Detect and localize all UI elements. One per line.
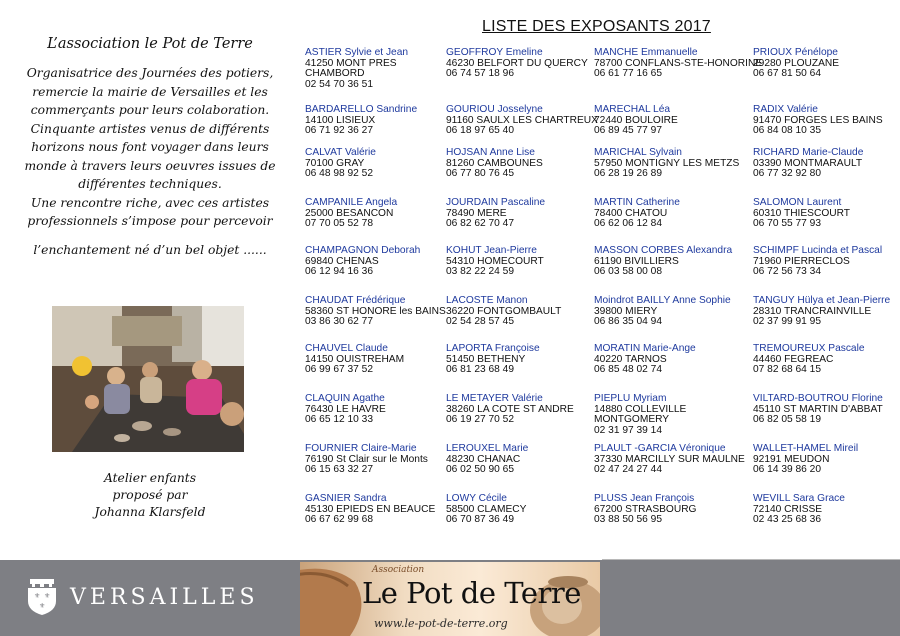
exhibitor-entry <box>594 105 678 137</box>
exhibitor-phone: 06 74 57 18 96 <box>446 68 514 79</box>
exhibitor-entry <box>753 296 890 328</box>
exhibitor-entry <box>753 198 850 230</box>
exhibitor-name: PRIOUX Pénélope <box>753 47 838 58</box>
exhibitor-phone: 06 84 08 10 35 <box>753 125 821 136</box>
exhibitor-address: 72140 CRISSE <box>753 503 823 515</box>
exhibitor-address: 45130 EPIEDS EN BEAUCE <box>305 503 436 515</box>
exhibitor-address: 46230 BELFORT DU QUERCY <box>446 57 588 69</box>
exhibitor-phone: 06 82 05 58 19 <box>753 414 821 425</box>
exhibitor-entry <box>753 48 839 80</box>
exhibitor-address: 29280 PLOUZANE <box>753 57 840 69</box>
association-title: L’association le Pot de Terre <box>47 36 253 52</box>
exhibitor-phone: 06 70 55 77 93 <box>753 218 821 229</box>
exhibitor-phone: 06 18 97 65 40 <box>446 125 514 136</box>
banner-title: Le Pot de Terre <box>362 576 581 610</box>
exhibitor-name: MARTIN Catherine <box>594 197 680 208</box>
exhibitor-phone: 02 54 70 36 51 <box>305 78 373 90</box>
exhibitor-name: PIEPLU Myriam <box>594 393 667 404</box>
exhibitor-address: 41250 MONT PRES <box>305 57 397 69</box>
exhibitor-entry <box>446 296 561 328</box>
exhibitor-phone: 06 19 27 70 52 <box>446 414 514 425</box>
exhibitor-name: LE METAYER Valérie <box>446 393 543 404</box>
exhibitor-entry <box>594 246 732 278</box>
intro-line: Organisatrice des Journées des potiers, <box>26 66 274 80</box>
exhibitor-address: 69840 CHENAS <box>305 255 379 267</box>
left-panel <box>0 0 300 560</box>
exhibitor-name: VILTARD-BOUTROU Florine <box>753 393 883 404</box>
exhibitor-name: WEVILL Sara Grace <box>753 493 845 504</box>
exhibitor-entry <box>594 198 680 230</box>
exhibitor-entry <box>446 444 528 476</box>
exhibitor-name: TANGUY Hülya et Jean-Pierre <box>753 295 891 306</box>
exhibitor-phone: 06 62 06 12 84 <box>594 218 662 229</box>
exhibitor-name: CHAUVEL Claude <box>305 343 388 354</box>
exhibitor-entry <box>446 494 526 526</box>
footer-divider <box>602 559 900 560</box>
exhibitor-phone: 03 86 30 62 77 <box>305 316 373 327</box>
exhibitor-entry <box>594 148 739 180</box>
exhibitor-address: 38260 LA COTE ST ANDRE <box>446 403 574 415</box>
exhibitor-address: 36220 FONTGOMBAULT <box>446 305 562 317</box>
exhibitor-phone: 06 65 12 10 33 <box>305 414 373 425</box>
exhibitor-address: 58360 ST HONORE les BAINS <box>305 305 446 317</box>
exhibitor-address: 91470 FORGES LES BAINS <box>753 114 883 126</box>
exhibitor-address: 28310 TRANCRAINVILLE <box>753 305 872 317</box>
exhibitor-address: 14100 LISIEUX <box>305 114 376 126</box>
exhibitor-name: GOURIOU Josselyne <box>446 104 543 115</box>
versailles-crest-icon <box>26 579 58 615</box>
exhibitor-entry <box>753 148 863 180</box>
exhibitor-phone: 06 12 94 16 36 <box>305 266 373 277</box>
exhibitor-address: 72440 BOULOIRE <box>594 114 678 126</box>
exhibitor-address: 78400 CHATOU <box>594 207 668 219</box>
exhibitor-phone: 06 48 98 92 52 <box>305 168 373 179</box>
exhibitor-phone: 06 77 32 92 80 <box>753 168 821 179</box>
exhibitor-entry <box>305 444 428 476</box>
exhibitor-address: 45110 ST MARTIN D'ABBAT <box>753 403 883 415</box>
exhibitor-address: 78700 CONFLANS-STE-HONORINE <box>594 57 763 69</box>
exhibitor-phone: 06 28 19 26 89 <box>594 168 662 179</box>
exhibitor-name: RADIX Valérie <box>753 104 818 115</box>
exhibitor-entry <box>305 198 397 230</box>
exhibitor-phone: 06 85 48 02 74 <box>594 364 662 375</box>
exhibitor-entry <box>753 444 858 476</box>
exhibitor-name: KOHUT Jean-Pierre <box>446 245 537 256</box>
exhibitor-entry <box>753 494 845 526</box>
exhibitor-name: MARICHAL Sylvain <box>594 147 682 158</box>
versailles-logo <box>26 577 259 617</box>
exhibitor-phone: 02 54 28 57 45 <box>446 316 514 327</box>
exhibitors-list-title: LISTE DES EXPOSANTS 2017 <box>482 18 711 35</box>
exhibitor-address: 25000 BESANCON <box>305 207 394 219</box>
exhibitor-phone: 06 14 39 86 20 <box>753 464 821 475</box>
exhibitor-address: 81260 CAMBOUNES <box>446 157 543 169</box>
exhibitor-name: RICHARD Marie-Claude <box>753 147 864 158</box>
exhibitor-name: CLAQUIN Agathe <box>305 393 385 404</box>
exhibitor-phone: 06 99 67 37 52 <box>305 364 373 375</box>
intro-line: monde à travers leurs oeuvres issues de <box>24 158 276 173</box>
intro-line: commerçants pour leurs colaboration. <box>30 103 270 117</box>
exhibitor-entry <box>305 148 376 180</box>
exhibitor-phone: 02 47 24 27 44 <box>594 464 662 475</box>
exhibitor-entry <box>446 246 544 278</box>
exhibitor-address: 57950 MONTIGNY LES METZS <box>594 157 740 169</box>
exhibitor-phone: 02 31 97 39 14 <box>594 424 662 436</box>
exhibitor-phone: 06 67 81 50 64 <box>753 68 821 79</box>
exhibitor-entry <box>753 246 882 278</box>
svg-text:⚜: ⚜ <box>39 602 46 610</box>
exhibitor-phone: 06 82 62 70 47 <box>446 218 514 229</box>
exhibitor-entry <box>594 494 696 526</box>
exhibitor-phone: 02 43 25 68 36 <box>753 514 821 525</box>
pot-left-icon <box>300 562 370 636</box>
exhibitor-phone: 07 70 05 52 78 <box>305 218 373 229</box>
exhibitor-entry <box>446 198 545 230</box>
exhibitor-entry <box>305 494 435 526</box>
exhibitor-name: MARECHAL Léa <box>594 104 671 115</box>
exhibitor-phone: 06 77 80 76 45 <box>446 168 514 179</box>
exhibitor-address: 76430 LE HAVRE <box>305 403 386 415</box>
exhibitor-entry <box>753 394 883 426</box>
exhibitor-name: CALVAT Valérie <box>305 147 376 158</box>
exhibitor-address: 14150 OUISTREHAM <box>305 353 405 365</box>
exhibitor-entry <box>305 344 404 376</box>
intro-text <box>14 64 286 259</box>
exhibitor-address: 70100 GRAY <box>305 157 365 169</box>
exhibitor-address: 03390 MONTMARAULT <box>753 157 863 169</box>
exhibitor-name: FOURNIER Claire-Marie <box>305 443 417 454</box>
exhibitor-entry <box>305 48 408 90</box>
exhibitor-name: WALLET-HAMEL Mireil <box>753 443 859 454</box>
exhibitor-entry <box>594 444 745 476</box>
exhibitor-phone: 06 02 50 90 65 <box>446 464 514 475</box>
pot-de-terre-banner <box>300 562 600 636</box>
exhibitor-name: PLUSS Jean François <box>594 493 695 504</box>
exhibitor-name: BARDARELLO Sandrine <box>305 104 418 115</box>
exhibitor-address: 61190 BIVILLIERS <box>594 255 679 267</box>
exhibitor-address: 67200 STRASBOURG <box>594 503 697 515</box>
svg-text:⚜: ⚜ <box>34 592 41 600</box>
exhibitor-phone: 06 86 35 04 94 <box>594 316 662 327</box>
exhibitor-address: 51450 BETHENY <box>446 353 526 365</box>
exhibitor-name: LAPORTA Françoise <box>446 343 540 354</box>
exhibitor-address: 58500 CLAMECY <box>446 503 527 515</box>
versailles-label: VERSAILLES <box>70 584 259 610</box>
banner-association-label: Association <box>372 565 425 575</box>
exhibitor-name: SALOMON Laurent <box>753 197 842 208</box>
exhibitor-name: GEOFFROY Emeline <box>446 47 543 58</box>
exhibitor-entry <box>594 394 686 436</box>
exhibitor-phone: 06 71 92 36 27 <box>305 125 373 136</box>
exhibitor-address: 60310 THIESCOURT <box>753 207 851 219</box>
exhibitor-entry <box>305 296 446 328</box>
exhibitor-entry <box>446 48 588 80</box>
exhibitor-name: Moindrot BAILLY Anne Sophie <box>594 295 731 306</box>
exhibitor-name: PLAULT -GARCIA Véronique <box>594 443 726 454</box>
exhibitor-name: MANCHE Emmanuelle <box>594 47 698 58</box>
exhibitor-address: 40220 TARNOS <box>594 353 667 365</box>
exhibitor-phone: 06 61 77 16 65 <box>594 68 662 79</box>
intro-line: Une rencontre riche, avec ces artistes <box>30 195 270 210</box>
exhibitor-entry <box>305 105 417 137</box>
exhibitor-phone: 03 88 50 56 95 <box>594 514 662 525</box>
exhibitor-entry <box>446 344 540 376</box>
exhibitor-entry <box>446 394 574 426</box>
exhibitor-name: CHAUDAT Frédérique <box>305 295 406 306</box>
exhibitor-name: LOWY Cécile <box>446 493 507 504</box>
exhibitor-address: 48230 CHANAC <box>446 453 521 465</box>
exhibitor-address: 44460 FEGREAC <box>753 353 834 365</box>
svg-text:⚜: ⚜ <box>44 592 51 600</box>
exhibitor-address: 78490 MERE <box>446 207 507 219</box>
exhibitor-name: CAMPANILE Angela <box>305 197 398 208</box>
photo-caption <box>0 470 300 521</box>
exhibitor-name: LACOSTE Manon <box>446 295 528 306</box>
exhibitor-entry <box>305 246 420 278</box>
banner-url: www.le-pot-de-terre.org <box>374 617 508 630</box>
exhibitor-entry <box>446 148 543 180</box>
exhibitor-address: 76190 St Clair sur le Monts <box>305 453 428 465</box>
exhibitor-entry <box>305 394 386 426</box>
exhibitor-entry <box>753 105 883 137</box>
exhibitor-phone: 06 03 58 00 08 <box>594 266 662 277</box>
exhibitor-name: SCHIMPF Lucinda et Pascal <box>753 245 883 256</box>
exhibitor-name: TREMOUREUX Pascale <box>753 343 865 354</box>
exhibitor-phone: 06 72 56 73 34 <box>753 266 821 277</box>
exhibitor-address: 14880 COLLEVILLE <box>594 403 687 415</box>
caption-line: Atelier enfants <box>103 471 197 485</box>
exhibitor-address: 39800 MIERY <box>594 305 658 317</box>
exhibitor-address: 37330 MARCILLY SUR MAULNE <box>594 453 745 465</box>
caption-line: proposé par <box>112 488 188 502</box>
exhibitor-phone: 03 82 22 24 59 <box>446 266 514 277</box>
exhibitor-name: MASSON CORBES Alexandra <box>594 245 733 256</box>
workshop-photo <box>52 306 244 452</box>
exhibitor-entry <box>446 105 598 137</box>
exhibitor-address: 71960 PIERRECLOS <box>753 255 850 267</box>
caption-line: Johanna Klarsfeld <box>94 505 206 519</box>
exhibitor-name: HOJSAN Anne Lise <box>446 147 535 158</box>
exhibitor-phone: 07 82 68 64 15 <box>753 364 821 375</box>
exhibitor-entry <box>594 48 762 80</box>
exhibitor-phone: 06 70 87 36 49 <box>446 514 514 525</box>
exhibitor-phone: 06 67 62 99 68 <box>305 514 373 525</box>
intro-line: remercie la mairie de Versailles et les <box>32 84 268 99</box>
exhibitor-address: CHAMBORD <box>305 68 365 79</box>
intro-line: horizons nous font voyager dans leurs <box>31 140 269 154</box>
exhibitor-name: JOURDAIN Pascaline <box>446 197 546 208</box>
intro-line: différentes techniques. <box>78 177 222 191</box>
exhibitor-phone: 02 37 99 91 95 <box>753 316 821 327</box>
exhibitor-address: MONTGOMERY <box>594 414 670 425</box>
exhibitor-address: 54310 HOMECOURT <box>446 255 544 267</box>
exhibitor-entry <box>594 296 731 328</box>
exhibitor-name: GASNIER Sandra <box>305 493 387 504</box>
workshop-photo-illustration <box>52 306 244 452</box>
exhibitor-name: ASTIER Sylvie et Jean <box>305 47 409 58</box>
exhibitor-phone: 06 89 45 77 97 <box>594 125 662 136</box>
exhibitor-phone: 06 81 23 68 49 <box>446 364 514 375</box>
exhibitor-name: MORATIN Marie-Ange <box>594 343 696 354</box>
exhibitor-phone: 06 15 63 32 27 <box>305 464 373 475</box>
exhibitor-name: CHAMPAGNON Deborah <box>305 245 421 256</box>
exhibitor-entry <box>753 344 865 376</box>
intro-line: Cinquante artistes venus de différents <box>30 121 270 136</box>
exhibitor-entry <box>594 344 696 376</box>
exhibitor-name: LEROUXEL Marie <box>446 443 529 454</box>
exhibitor-address: 92191 MEUDON <box>753 453 830 465</box>
intro-line: l’enchantement né d’un bel objet ...... <box>33 242 267 257</box>
intro-line: professionnels s’impose pour percevoir <box>27 214 273 228</box>
exhibitor-address: 91160 SAULX LES CHARTREUX <box>446 114 598 126</box>
